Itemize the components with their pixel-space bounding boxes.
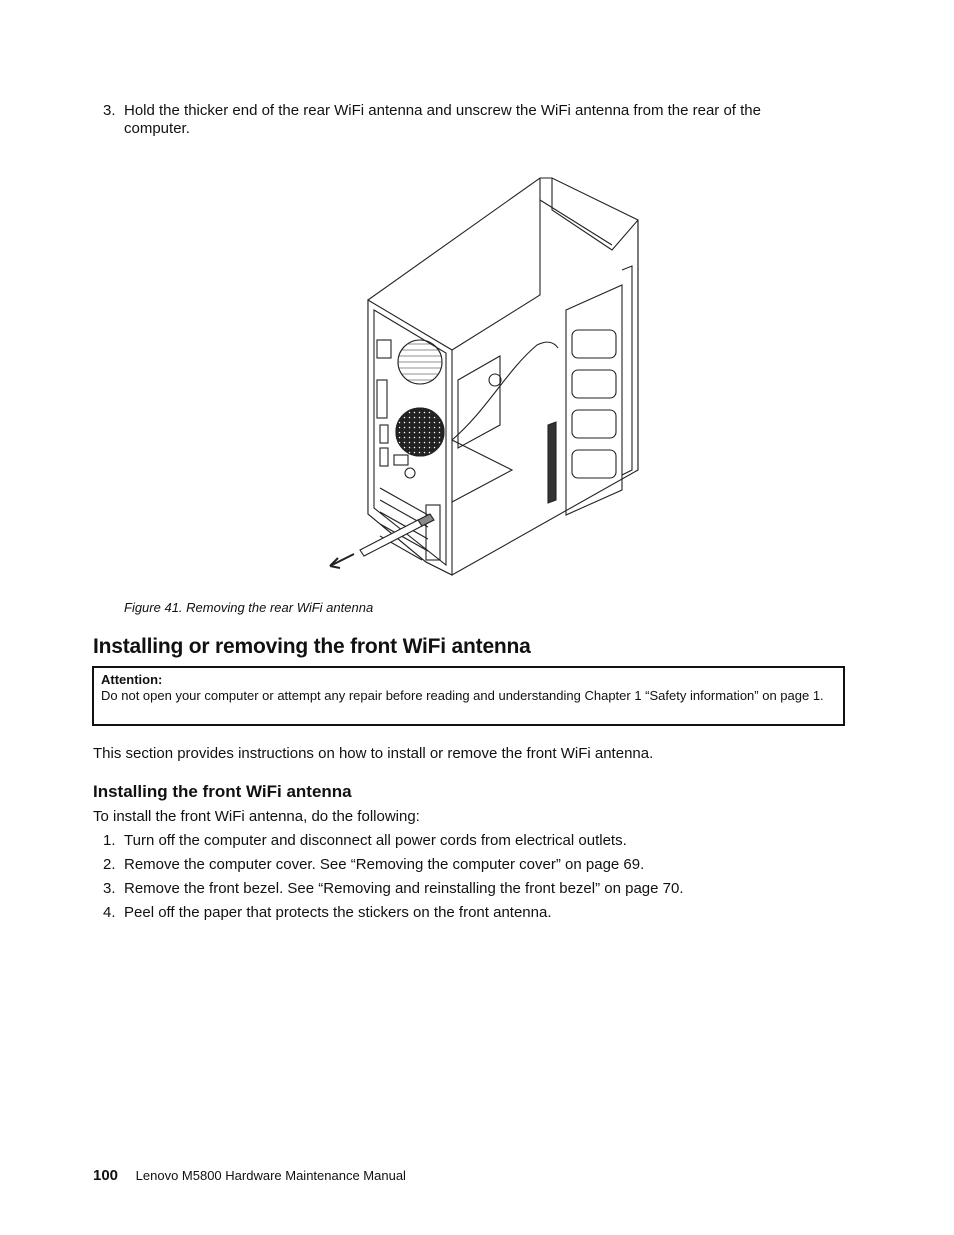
list-item bbox=[103, 832, 863, 856]
step-text: Remove the computer cover. See “Removing the computer cover” on page 69. bbox=[124, 856, 645, 873]
manual-title: Lenovo M5800 Hardware Maintenance Manual bbox=[135, 1168, 406, 1183]
step-text: Turn off the computer and disconnect all power cords from electrical outlets. bbox=[124, 832, 627, 849]
section-intro: This section provides instructions on how to install or remove the front WiFi antenna. bbox=[93, 745, 654, 762]
page-footer bbox=[93, 1167, 406, 1184]
step-number: 4. bbox=[103, 904, 116, 921]
attention-box bbox=[92, 666, 845, 726]
step-text: Remove the front bezel. See “Removing and reinstalling the front bezel” on page 70. bbox=[124, 880, 684, 897]
computer-rear-antenna-illustration bbox=[322, 170, 642, 582]
list-item bbox=[103, 904, 863, 928]
page-number: 100 bbox=[93, 1167, 119, 1184]
subsection-heading: Installing the front WiFi antenna bbox=[93, 782, 352, 801]
list-item bbox=[103, 856, 863, 880]
attention-text: Do not open your computer or attempt any repair before reading and understanding Chapter 1 “Safety information” on page 1. bbox=[101, 688, 824, 703]
step-number: 2. bbox=[103, 856, 116, 873]
step-number: 1. bbox=[103, 832, 116, 849]
step-number: 3. bbox=[103, 880, 116, 897]
section-heading: Installing or removing the front WiFi antenna bbox=[93, 635, 531, 658]
step-number: 3. bbox=[103, 102, 116, 119]
step-text: Hold the thicker end of the rear WiFi antenna and unscrew the WiFi antenna from the rear of the computer. bbox=[124, 102, 761, 137]
step-3-rear-antenna bbox=[103, 102, 823, 138]
figure-caption: Figure 41. Removing the rear WiFi antenna bbox=[124, 600, 374, 615]
attention-label: Attention: bbox=[101, 672, 163, 687]
install-steps-list bbox=[103, 832, 863, 928]
list-item bbox=[103, 880, 863, 904]
subsection-lead: To install the front WiFi antenna, do the following: bbox=[93, 808, 420, 825]
step-text: Peel off the paper that protects the stickers on the front antenna. bbox=[124, 904, 552, 921]
